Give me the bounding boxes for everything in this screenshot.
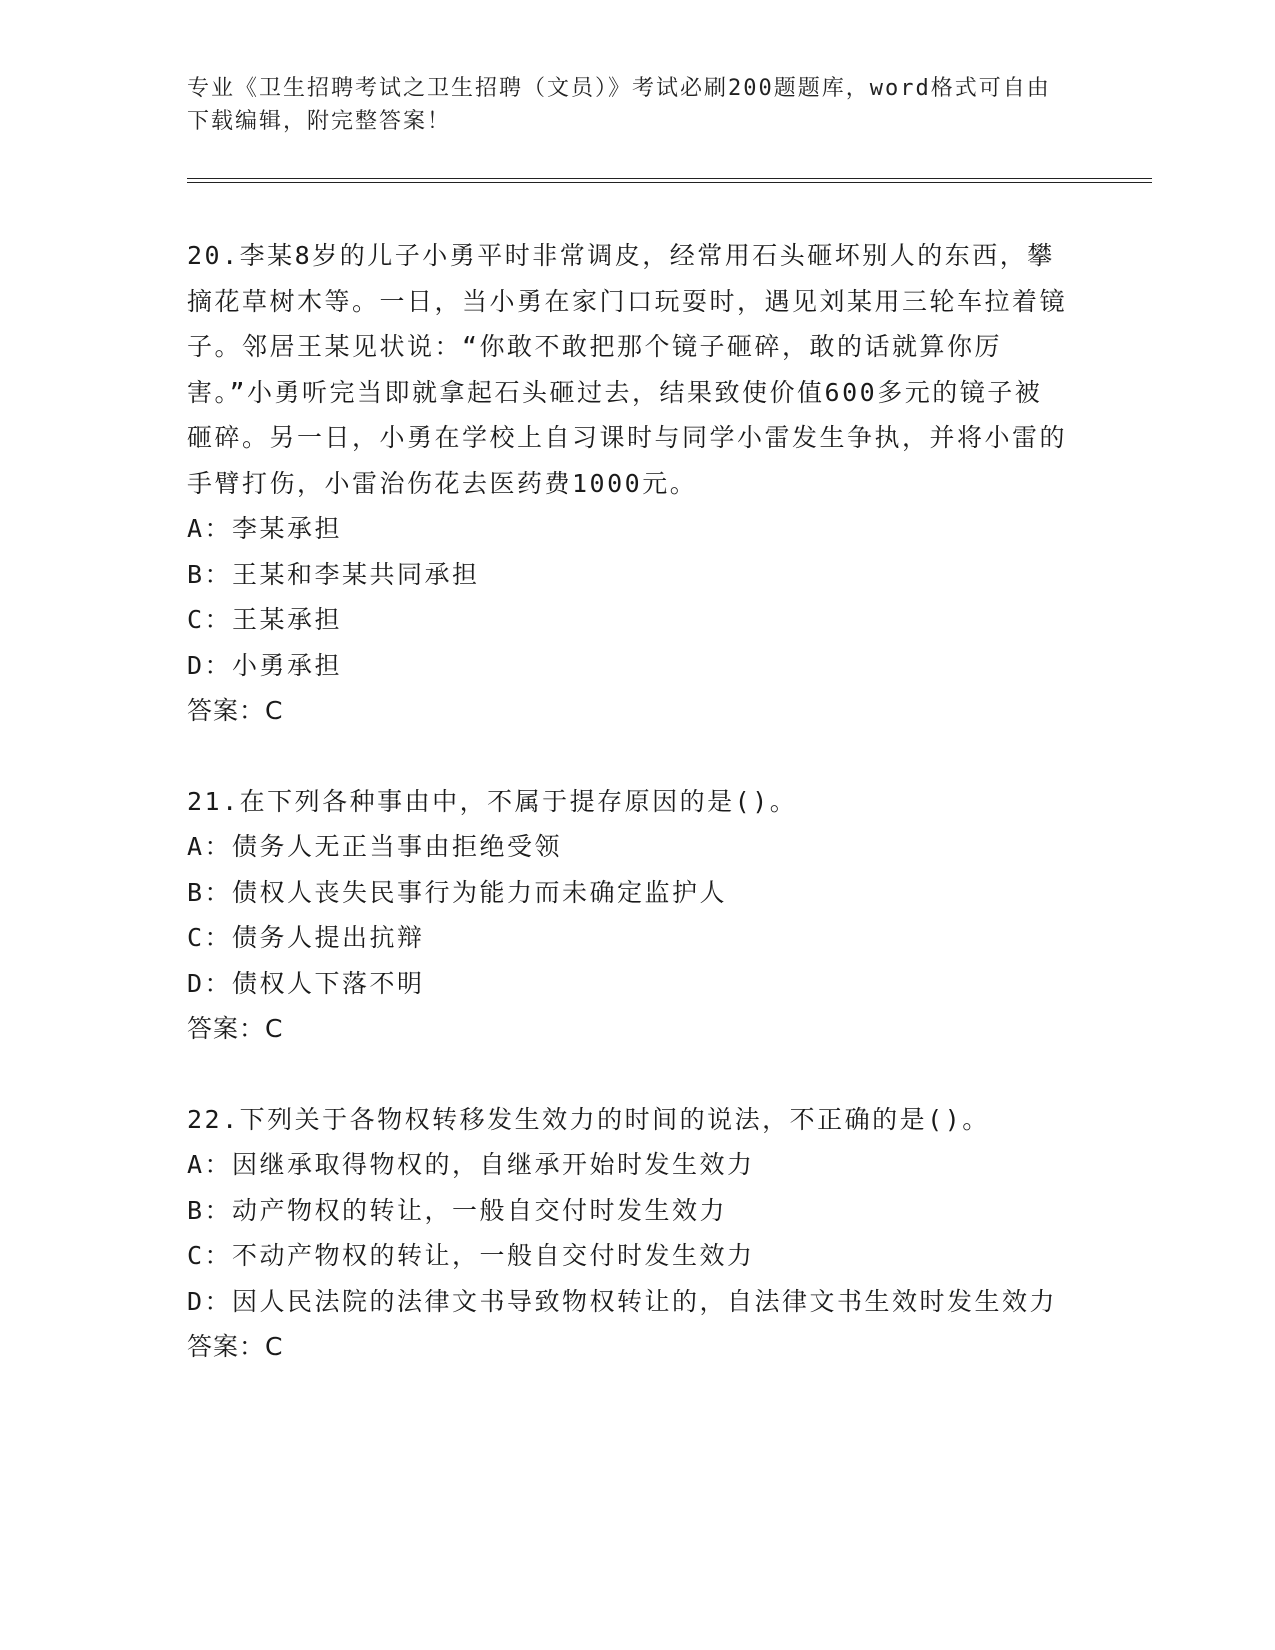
- header-rule-bottom: [187, 182, 1152, 183]
- answer-line: 答案：C: [187, 696, 284, 725]
- question-text: 20.李某8岁的儿子小勇平时非常调皮，经常用石头砸坏别人的东西，攀摘花草树木等。一日，当小勇在家门口玩耍时，遇见刘某用三轮车拉着镜子。邻居王某见状说：“你敢不敢把那个镜子砸碎，敢的话就算你厉害。”小勇听完当即就拿起石头砸过去，结果致使价值600多元的镜子被砸碎。另一日，小勇在学校上自习课时与同学小雷发生争执，并将小雷的手臂打伤，小雷治伤花去医药费1000元。: [187, 241, 1068, 498]
- question-22: [187, 1097, 1067, 1370]
- option-d: D：因人民法院的法律文书导致物权转让的，自法律文书生效时发生效力: [187, 1286, 1058, 1316]
- option-c: C：不动产物权的转让，一般自交付时发生效力: [187, 1241, 755, 1270]
- option-b: B：王某和李某共同承担: [187, 559, 480, 589]
- question-20: [187, 233, 1067, 734]
- option-c: C：债务人提出抗辩: [187, 923, 425, 952]
- option-a: A：债务人无正当事由拒绝受领: [187, 832, 563, 861]
- option-a: A：李某承担: [187, 514, 343, 543]
- question-text: 21.在下列各种事由中，不属于提存原因的是()。: [187, 786, 798, 816]
- option-c: C：王某承担: [187, 605, 343, 634]
- header-rule-top: [187, 178, 1152, 179]
- answer-line: 答案：C: [187, 1332, 284, 1361]
- question-21: [187, 779, 1067, 1052]
- option-b: B：债权人丧失民事行为能力而未确定监护人: [187, 877, 728, 907]
- document-header: 专业《卫生招聘考试之卫生招聘（文员）》考试必刷200题题库，word格式可自由下载编辑，附完整答案！: [187, 76, 1051, 134]
- option-d: D：小勇承担: [187, 650, 343, 680]
- question-text: 22.下列关于各物权转移发生效力的时间的说法，不正确的是()。: [187, 1104, 990, 1134]
- option-d: D：债权人下落不明: [187, 968, 425, 998]
- option-b: B：动产物权的转让，一般自交付时发生效力: [187, 1195, 728, 1225]
- option-a: A：因继承取得物权的，自继承开始时发生效力: [187, 1150, 755, 1179]
- answer-line: 答案：C: [187, 1014, 284, 1043]
- question-list: [187, 233, 1067, 1415]
